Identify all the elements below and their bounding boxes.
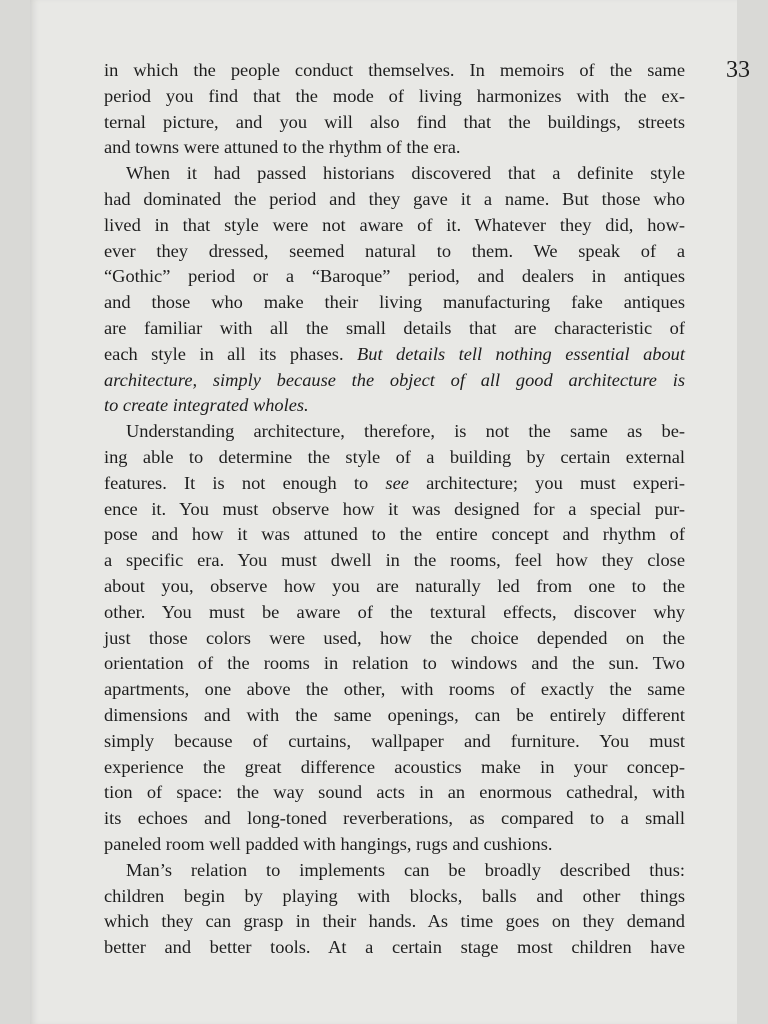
text-line: had dominated the period and they gave it a name. But those who	[104, 188, 685, 209]
italic-text: to create integrated wholes.	[104, 395, 309, 416]
text-line: tion of space: the way sound acts in an enormous cathedral, with	[104, 782, 685, 803]
text-line	[104, 368, 685, 394]
italic-text: see	[385, 472, 409, 493]
text-line: ing able to determine the style of a building by certain external	[104, 446, 685, 467]
text-line: in which the people conduct themselves. In memoirs of the same	[104, 60, 685, 80]
text-line: features. It is not enough to see architecture; you must experi-	[104, 472, 686, 493]
text-line: experience the great difference acoustics make in your concep-	[104, 756, 685, 777]
italic-text: But details tell nothing essential about	[357, 343, 685, 364]
paragraph-1	[104, 58, 685, 161]
italic-text: architecture, simply because the object of all good architecture is	[104, 369, 685, 390]
text-line: are familiar with all the small details that are characteristic of	[104, 317, 685, 338]
paragraph-2	[104, 161, 685, 419]
text-line: its echoes and long-toned reverberations, as compared to a small	[104, 808, 685, 829]
text-line: and those who make their living manufacturing fake antiques	[104, 292, 685, 313]
text-line: just those colors were used, how the choice depended on the	[104, 627, 685, 648]
text-line: period you find that the mode of living harmonizes with the ex-	[104, 85, 685, 106]
text-line: “Gothic” period or a “Baroque” period, and dealers in antiques	[104, 266, 685, 287]
text-line: ever they dressed, seemed natural to them. We speak of a	[104, 240, 685, 261]
text-line: simply because of curtains, wallpaper and furniture. You must	[104, 730, 685, 751]
text-line: and towns were attuned to the rhythm of the era.	[104, 137, 461, 158]
text-line: other. You must be aware of the textural effects, discover why	[104, 601, 685, 622]
text-line: children begin by playing with blocks, balls and other things	[104, 885, 685, 906]
text-line: Man’s relation to implements can be broadly described thus:	[126, 859, 685, 880]
text-line: dimensions and with the same openings, can be entirely different	[104, 704, 685, 725]
text-line: which they can grasp in their hands. As time goes on they demand	[104, 911, 685, 932]
text-line: lived in that style were not aware of it. Whatever they did, how-	[104, 214, 685, 235]
text-line: orientation of the rooms in relation to windows and the sun. Two	[104, 653, 685, 674]
text-line: apartments, one above the other, with rooms of exactly the same	[104, 679, 685, 700]
text-line	[104, 393, 685, 419]
text-line: paneled room well padded with hangings, rugs and cushions.	[104, 833, 553, 854]
book-page	[30, 0, 750, 1024]
paragraph-3	[104, 419, 685, 858]
body-text	[104, 58, 685, 961]
text-line: better and better tools. At a certain stage most children have	[104, 937, 685, 958]
page-number: 33	[726, 57, 750, 83]
text-line: Understanding architecture, therefore, is not the same as be-	[126, 421, 685, 442]
text-line: pose and how it was attuned to the entire concept and rhythm of	[104, 524, 685, 545]
paragraph-4	[104, 858, 685, 961]
text-line: ence it. You must observe how it was designed for a special pur-	[104, 498, 685, 519]
text-line: each style in all its phases. But details tell nothing essential about	[104, 343, 685, 364]
text-line: ternal picture, and you will also find that the buildings, streets	[104, 111, 685, 132]
text-line: When it had passed historians discovered that a definite style	[126, 163, 685, 184]
text-line: a specific era. You must dwell in the rooms, feel how they close	[104, 550, 685, 571]
text-line: about you, observe how you are naturally led from one to the	[104, 575, 685, 596]
